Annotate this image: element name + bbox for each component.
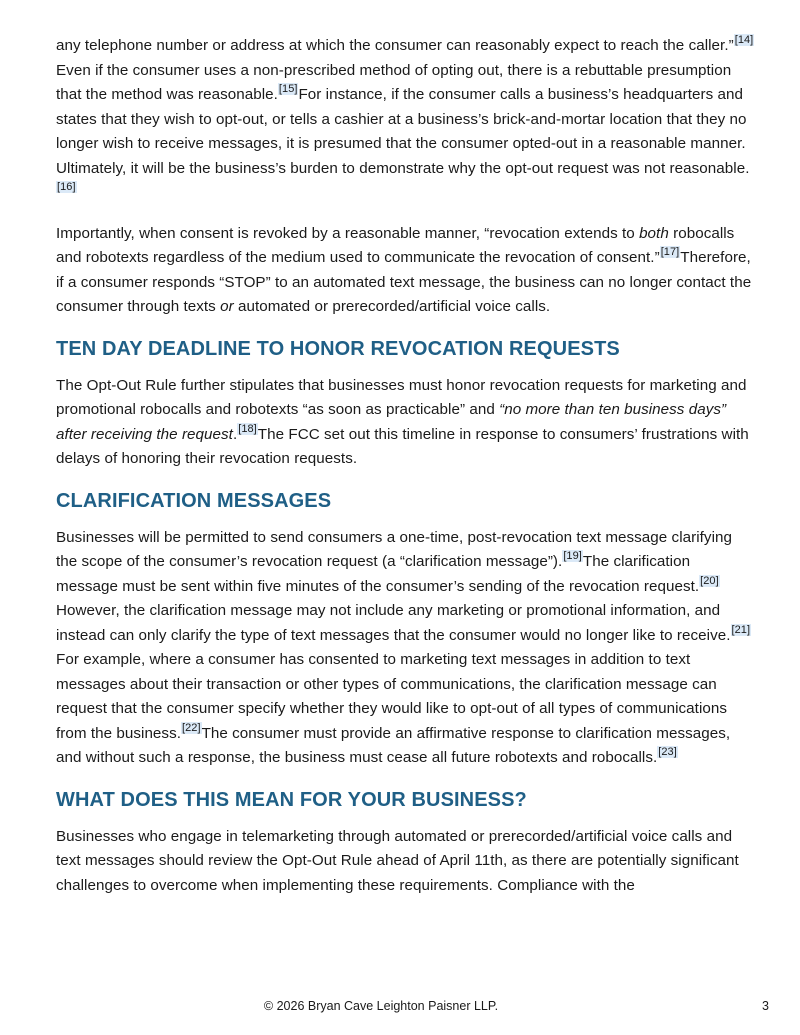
text-run: Even if the consumer uses a non-prescribed method of opting out, there is a rebuttable presumption that the method was reasonable. [56,61,732,103]
copyright-notice: © 2026 Bryan Cave Leighton Paisner LLP. [263,999,499,1013]
footnote-ref-16[interactable]: [16] [57,181,76,193]
footnote-ref-17[interactable]: [17] [660,246,680,258]
text-run: Businesses will be permitted to send consumers a one-time, post-revocation text message clarifying the scope of the consumer’s revocation request (a “clarification message”). [56,528,732,570]
section-heading-clarification-messages: CLARIFICATION MESSAGES [56,489,332,512]
footnote-ref-22[interactable]: [22] [182,721,201,734]
emphasis-text: “no more than ten business days” after receiving the request [56,401,727,443]
text-run: The FCC set out this timeline in response to consumers’ frustrations with delays of honoring their revocation requests. [56,425,749,467]
page-number: 3 [762,999,769,1013]
footnote-ref-23[interactable]: [23] [658,746,677,758]
paragraph-clarification-messages [56,526,756,771]
text-run: The clarification message must be sent within five minutes of the consumer’s sending of the revocation request. [56,553,700,595]
footnote-ref-15[interactable]: [15] [278,83,298,95]
text-run: The consumer must provide an affirmative response to clarification messages, and without such a response, the business must cease all future robotexts and robocalls. [56,724,731,766]
text-run: . [232,425,238,443]
text-run: Businesses who engage in telemarketing through automated or prerecorded/artificial voice calls and text messages should review the Opt-Out Rule ahead of April 11th, as there are potentially significant challenges to overcome when implementing these requirements. Compliance with the [56,827,739,894]
document-body [56,34,756,914]
text-run: Therefore, if a consumer responds “STOP” to an automated text message, the business can no longer contact the consumer through texts [56,249,752,315]
text-run: any telephone number or address at which the consumer can reasonably expect to reach the caller.” [56,37,734,54]
emphasis-text: both [639,224,669,242]
footnote-ref-18[interactable]: [18] [238,422,257,435]
emphasis-text: or [220,298,234,315]
text-run: However, the clarification message may not include any marketing or promotional information, and instead can only clarify the type of text messages that the consumer would no longer like to receive. [56,602,731,644]
text-run: For instance, if the consumer calls a business’s headquarters and states that they wish to opt-out, or tells a cashier at a business’s brick-and-mortar location that they no longer wish to receive messages, it is presumed that the consumer opted-out in a reasonable manner. Ultimately, it will be the business’s burden to demonstrate why the opt-out request was not reasonable. [56,86,750,177]
section-heading-ten-day-deadline: TEN DAY DEADLINE TO HONOR REVOCATION REQUESTS [56,337,620,360]
footnote-ref-14[interactable]: [14] [734,34,754,46]
text-run: For example, where a consumer has consented to marketing text messages in addition to text messages about their transaction or other types of communications, the clarification message can request that the consumer specify whether they would like to opt-out of all types of communications from the business. [56,651,728,742]
footnote-ref-20[interactable]: [20] [700,574,719,587]
section-heading-business-impact: WHAT DOES THIS MEAN FOR YOUR BUSINESS? [56,788,527,811]
footnote-ref-19[interactable]: [19] [563,550,582,562]
paragraph-opt-out-method [56,34,756,206]
text-run: robocalls and robotexts regardless of the medium used to communicate the revocation of consent.” [56,224,735,266]
text-run: Importantly, when consent is revoked by a reasonable manner, “revocation extends to [56,224,640,242]
text-run: automated or prerecorded/artificial voice calls. [233,298,551,315]
footnote-ref-21[interactable]: [21] [731,623,751,636]
page-footer [0,999,800,1019]
paragraph-revocation-scope [56,222,756,320]
paragraph-business-impact [56,825,756,899]
text-run: The Opt-Out Rule further stipulates that businesses must honor revocation requests for marketing and promotional robocalls and robotexts “as soon as practicable” and [56,376,747,418]
paragraph-ten-day-deadline [56,374,756,472]
